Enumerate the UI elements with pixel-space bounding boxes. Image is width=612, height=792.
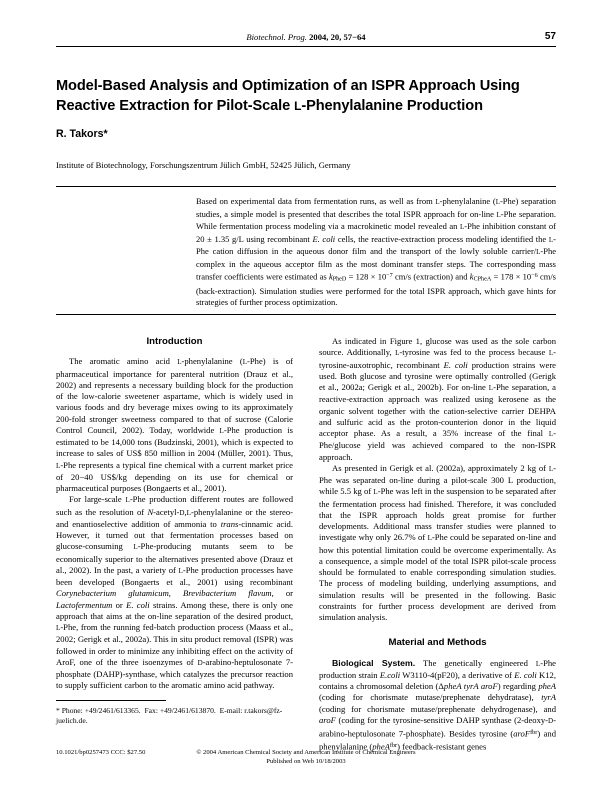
right-column	[319, 336, 556, 752]
running-head	[56, 32, 556, 46]
section-heading-materials-and-methods: Material and Methods	[388, 637, 487, 649]
runin-heading-biological-system: Biological System.	[332, 657, 416, 668]
author-footnote: * Phone: +49/2461/613365. Fax: +49/2461/613870. E-mail: r.takors@fz-juelich.de.	[56, 706, 283, 725]
page-number: 57	[544, 31, 556, 42]
journal-name: Biotechnol. Prog.	[246, 32, 307, 42]
footer-published: Published on Web 10/18/2003	[266, 758, 346, 765]
title-smallcap-l: L	[294, 98, 302, 113]
page-title	[56, 76, 556, 116]
right-paragraph-1: As indicated in Figure 1, glucose was used as the sole carbon source. Additionally, L-tyrosine was fed to the process because L-tyrosine-auxotrophic, recombinant E. coli production strains were used. Both glucose and tyrosine were optimally controlled (Gerigk et al., 2002a; Gerigk et al., 2002b). For on-line L-Phe separation, a reactive-extraction approach was realized using kerosene as the organic solvent together with the cation-selective carrier DEHPA and sulfuric acid as the proton-counterion donor in the liquid acceptor phase. As a result, a 35% increase of the final L-Phe/glucose yield was achieved compared to the non-ISPR approach.	[319, 336, 557, 462]
abstract-text: Based on experimental data from fermentation runs, as well as from L-phenylalanine (L-Phe) separation studies, a simple model is presented that describes the total ISPR approach for on-line L-Phe separation. While fermentation process modeling via a macrokinetic model revealed an L-Phe inhibition constant of 20 ± 1.35 g/L using recombinant E. coli cells, the reactive-extraction process modeling identified the L-Phe cation diffusion in the aqueous donor film and the transport of the lowly soluble carrier/L-Phe complex in the aqueous acceptor film as the most dominant transfer steps. The corresponding mass transfer coefficients were estimated as $k_{PheD} = 128 \times 10^{-7}$ cm/s (extraction) and $k_{CPheA} = 178 \times 10^{-6}$ cm/s (back-extraction). Simulation studies were performed for the total ISPR approach, which gave hints for strategies of further process optimization.	[196, 196, 556, 308]
author-list: R. Takors*	[56, 128, 108, 140]
left-paragraph-1: The aromatic amino acid L-phenylalanine (L-Phe) is of pharmaceutical importance for parenteral nutrition (Drauz et al., 2002) and represents a necessary building block for the production of the low-calorie sweetener aspartame, which is widely used in various foods and dry beverage mixes owing to its approximately 200-fold stronger sweetness compared to that of sucrose (Calorie Control Council, 2002). Today, worldwide L-Phe production is estimated to be 14,000 tons (Budzinski, 2001), which is expected to increase to sales of US$ 850 million in 2004 (Müller, 2001). Thus, L-Phe represents a typical fine chemical with a current market price of 20−40 US$/kg depending on its use for chemical or pharmaceutical purposes (Bongaerts et al., 2001).	[56, 356, 294, 493]
title-line-2-suffix: -Phenylalanine Production	[301, 97, 483, 114]
left-column	[56, 336, 293, 692]
right-paragraph-3: Biological System. The genetically engineered L-Phe production strain E.coli W3110-4(pF20), a derivative of E. coli K12, contains a chromosomal deletion (ΔpheA tyrA aroF) regarding pheA (coding for chorismate mutase/prephenate dehydratase), tyrA (coding for chorismate mutase/prephenate dehydrogenase), and aroF (coding for the tyrosine-sensitive DAHP synthase (2-deoxy-D-arabino-heptulosonate 7-phosphate). Besides tyrosine (aroF$^{fbr}$) and phenylalanine (pheA$^{fbr}$) feedback-resistant genes	[319, 657, 556, 751]
abstract-bottom-divider	[56, 314, 556, 315]
left-paragraph-2: For large-scale L-Phe production different routes are followed such as the resolution of N-acetyl-D,L-phenylalanine or the stereo- and enantioselective addition of ammonia to trans-cinnamic acid. However, it turned out that fermentation processes based on glucose-consuming L-Phe-producing mutants seem to be economically superior to the alternatives presented above (Drauz et al., 2002). In the past, a variety of L-Phe production processes have been developed (Bongaerts et al., 2001) using recombinant Corynebacterium glutamicum, Brevibacterium flavum, or Lactofermentum or E. coli strains. Among these, there is only one approach that aims at the on-line separation of the desired product, L-Phe, from the running fed-batch production process (Maass et al., 2002; Gerigk et al., 2002a). This in situ product removal (ISPR) was followed in order to minimize any inhibiting effect on the activity of AroF, one of the three isoenzymes of D-arabino-heptulosonate 7-phosphate (DAHP)-synthase, which catalyzes the precursor reaction to supply sufficient carbon to the aromatic amino acid pathway.	[56, 494, 293, 691]
section-heading-introduction: Introduction	[146, 336, 203, 347]
journal-volume-year: 2004, 20, 57−64	[309, 32, 366, 42]
running-head-citation	[56, 32, 556, 42]
header-divider	[56, 46, 556, 47]
footer-doi: 10.1021/bp0257473 CCC: $27.50	[56, 749, 146, 756]
footer-copyright: © 2004 American Chemical Society and American Institute of Chemical Engineers	[196, 749, 416, 756]
title-line-2-prefix: Reactive Extraction for Pilot-Scale	[56, 97, 295, 114]
abstract-top-divider	[56, 186, 556, 187]
footnote-divider	[56, 700, 166, 701]
right-paragraph-2: As presented in Gerigk et al. (2002a), approximately 2 kg of L-Phe was separated on-line during a pilot-scale 300 L production, while 5.5 kg of L-Phe was left in the suspension to be separated after the fermentation process had finished. Therefore, it was concluded that the ISPR approach holds great promise for further developments. Additional mass transfer studies were planned to investigate why only 26.7% of L-Phe could be separated on-line and how this potential limitation could be overcome experimentally. As a consequence, a simple model of the total ISPR pilot-scale process should be formulated to enable corresponding simulation studies. The process of modeling building, underlying assumptions, and simulation results will be presented in the following. Basic constraints for further process development are derived from simulation analysis.	[319, 462, 556, 622]
title-line-1: Model-Based Analysis and Optimization of an ISPR Approach Using	[56, 77, 520, 94]
affiliation: Institute of Biotechnology, Forschungszentrum Jülich GmbH, 52425 Jülich, Germany	[56, 160, 351, 170]
